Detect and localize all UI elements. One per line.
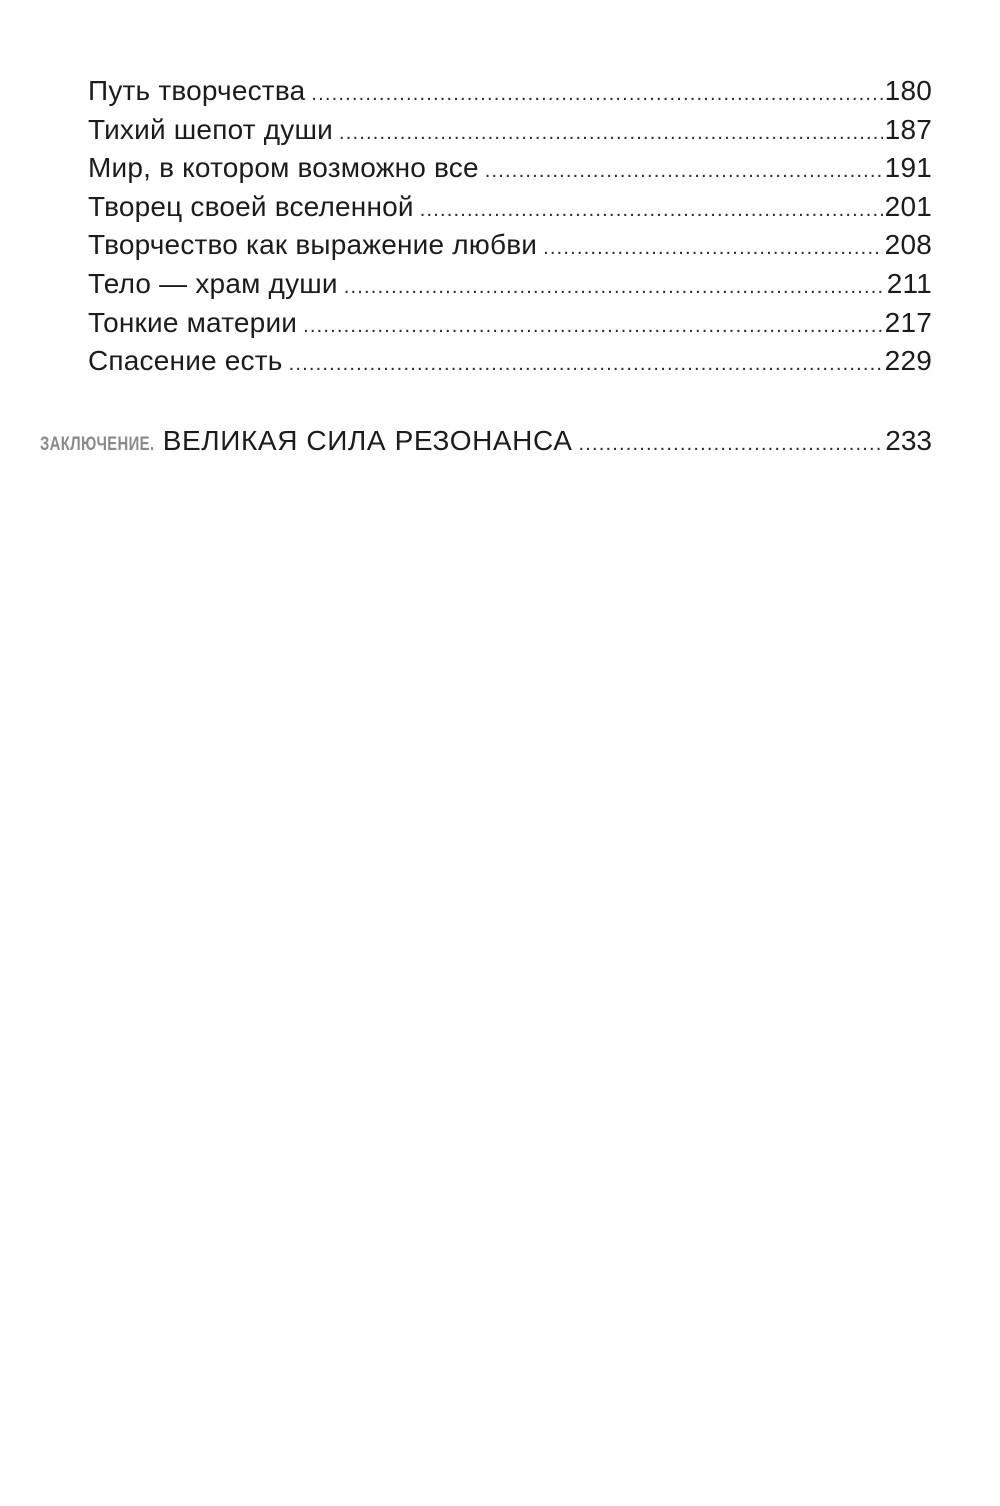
toc-entry-title: Путь творчества	[88, 75, 306, 106]
toc-entry-title: Тело — храм души	[88, 267, 338, 299]
dot-leader	[311, 75, 882, 114]
conclusion-title: ВЕЛИКАЯ СИЛА РЕЗОНАНСА	[162, 425, 573, 456]
toc-entry[interactable]	[88, 304, 932, 343]
toc-page-number: 217	[884, 306, 932, 338]
toc-entry[interactable]	[88, 342, 932, 381]
toc-entry[interactable]	[88, 111, 932, 150]
toc-entry-title: Мир, в котором возможно все	[88, 152, 479, 184]
toc-page-number: 208	[884, 229, 932, 261]
toc-entry[interactable]	[88, 72, 932, 111]
dot-leader	[420, 191, 883, 230]
toc-entry[interactable]	[88, 188, 932, 227]
toc-page-number: 229	[884, 345, 932, 377]
toc-entry-title: Тонкие материи	[88, 306, 298, 338]
toc-page-number: 233	[885, 425, 932, 456]
conclusion-label: ЗАКЛЮЧЕНИЕ.	[40, 434, 155, 455]
toc-conclusion-entry[interactable]	[40, 421, 932, 465]
dot-leader	[303, 307, 883, 346]
toc-page-number: 187	[884, 113, 932, 145]
toc-entry[interactable]	[88, 265, 932, 304]
dot-leader	[339, 114, 883, 153]
toc-entry[interactable]	[88, 226, 932, 265]
toc-entry-title: Тихий шепот души	[88, 113, 333, 145]
toc-entries	[88, 72, 932, 381]
toc-entry-title: Спасение есть	[88, 345, 283, 377]
dot-leader	[485, 152, 883, 191]
toc-page-number: 211	[886, 267, 932, 299]
toc-entry-title: Творец своей вселенной	[88, 190, 414, 222]
dot-leader	[289, 345, 883, 384]
toc-entry-title: Творчество как выражение любви	[88, 229, 538, 261]
toc-page-number: 180	[884, 75, 932, 106]
toc-entry[interactable]	[88, 149, 932, 188]
dot-leader	[344, 268, 885, 307]
dot-leader	[543, 229, 883, 268]
dot-leader	[578, 424, 883, 464]
toc-page-number: 191	[884, 152, 932, 184]
toc-page-number: 201	[884, 190, 932, 222]
